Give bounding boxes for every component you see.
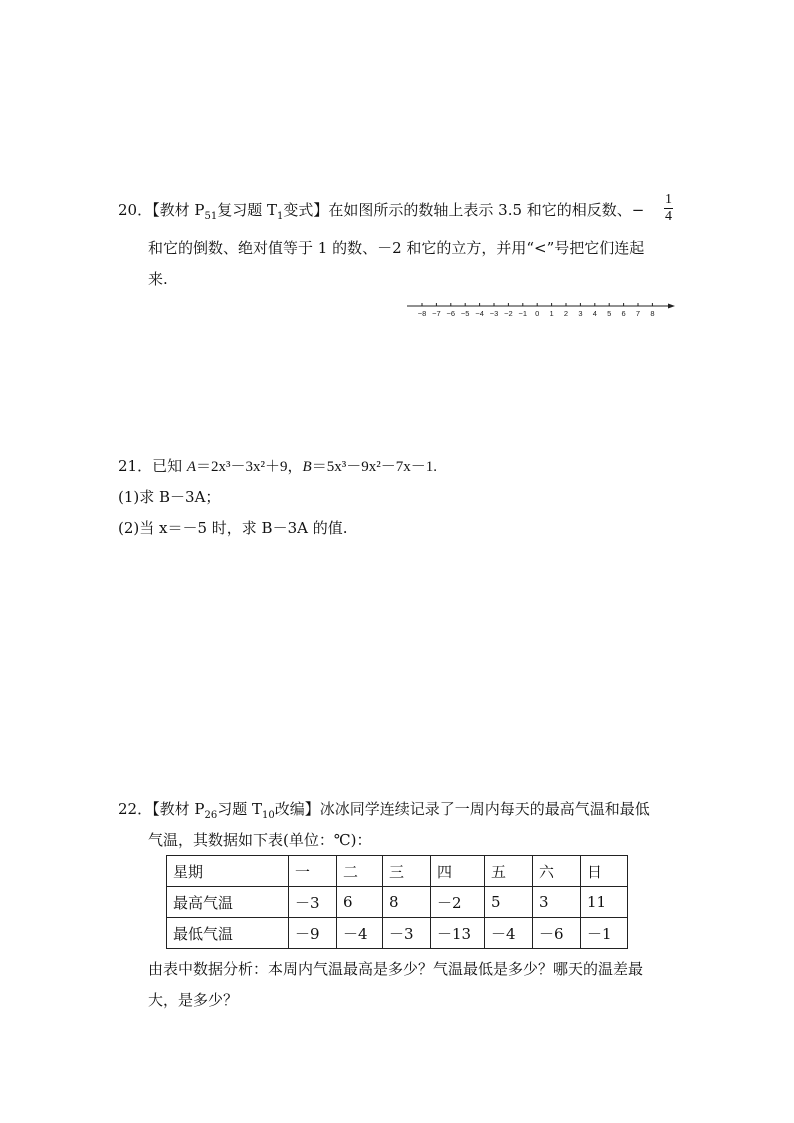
table-cell: 11 bbox=[581, 887, 628, 918]
q20-source-close: 变式】 bbox=[283, 201, 329, 219]
q22-source-close: 改编】 bbox=[274, 800, 320, 818]
q21-B: B bbox=[302, 459, 312, 475]
table-cell: 四 bbox=[431, 856, 485, 887]
q22-source-middle: 习题 T bbox=[217, 800, 262, 818]
table-cell: 最低气温 bbox=[167, 918, 289, 949]
number-line-tick-label: 2 bbox=[563, 309, 569, 318]
q21-eqA: ＝2x³－3x²＋9， bbox=[196, 459, 303, 475]
number-line-tick-label: −7 bbox=[432, 309, 441, 318]
table-cell: －2 bbox=[431, 887, 485, 918]
table-cell: －3 bbox=[383, 918, 431, 949]
q22-line3: 由表中数据分析：本周内气温最高是多少？气温最低是多少？哪天的温差最 bbox=[148, 960, 644, 978]
table-cell: 6 bbox=[337, 887, 383, 918]
number-line-tick-label: −8 bbox=[417, 309, 427, 318]
q22-line2: 气温，其数据如下表(单位：℃)： bbox=[148, 831, 372, 849]
q21-part2: (2)当 x＝－5 时，求 B－3A 的值. bbox=[118, 519, 348, 537]
table-cell: －4 bbox=[485, 918, 533, 949]
table-header-row bbox=[167, 856, 628, 887]
q22-number: 22． bbox=[118, 800, 153, 818]
table-cell: 日 bbox=[581, 856, 628, 887]
table-cell: －6 bbox=[533, 918, 581, 949]
number-line-tick-label: −1 bbox=[518, 309, 528, 318]
number-line-tick-label: 1 bbox=[549, 309, 554, 318]
table-cell: －9 bbox=[289, 918, 337, 949]
q22-source-open: 【教材 P bbox=[152, 800, 205, 818]
table-cell: 星期 bbox=[167, 856, 289, 887]
q20-line2: 和它的倒数、绝对值等于 1 的数、－2 和它的立方，并用“<”号把它们连起 bbox=[148, 239, 645, 257]
q20-line1 bbox=[118, 199, 644, 228]
table-cell: 3 bbox=[533, 887, 581, 918]
table-cell: 二 bbox=[337, 856, 383, 887]
number-line-tick-label: 3 bbox=[578, 309, 583, 318]
q21-eqB: ＝5x³－9x²－7x－1. bbox=[311, 459, 437, 475]
q20-source-open: 【教材 P bbox=[152, 201, 205, 219]
number-line-tick-label: −6 bbox=[446, 309, 456, 318]
number-line-tick-label: 5 bbox=[607, 309, 612, 318]
table-cell: －3 bbox=[289, 887, 337, 918]
q20-line3: 来. bbox=[148, 270, 168, 288]
q21-A: A bbox=[186, 459, 197, 475]
q20-number: 20． bbox=[118, 201, 153, 219]
table-cell: 五 bbox=[485, 856, 533, 887]
q22-line4: 大，是多少？ bbox=[148, 991, 239, 1009]
table-cell: 六 bbox=[533, 856, 581, 887]
q21-intro: 已知 bbox=[152, 457, 187, 475]
temperature-table bbox=[166, 855, 628, 949]
number-line-tick-label: 7 bbox=[635, 309, 641, 318]
table-cell: －13 bbox=[431, 918, 485, 949]
q22-t-sub: 10 bbox=[261, 810, 275, 821]
table-cell: 8 bbox=[383, 887, 431, 918]
number-line-tick-label: 6 bbox=[621, 309, 626, 318]
q20-frac-den: 4 bbox=[665, 209, 672, 224]
q22-text1: 冰冰同学连续记录了一周内每天的最高气温和最低 bbox=[319, 800, 650, 818]
table-cell: 三 bbox=[383, 856, 431, 887]
q20-page-sub: 51 bbox=[204, 211, 218, 222]
number-line-arrow-icon bbox=[668, 304, 675, 309]
table-cell: 5 bbox=[485, 887, 533, 918]
q20-frac-num: 1 bbox=[665, 192, 672, 207]
number-line-tick-label: −4 bbox=[475, 309, 484, 318]
q22-page-sub: 26 bbox=[204, 810, 218, 821]
q22-line1 bbox=[118, 798, 650, 827]
table-row bbox=[167, 918, 628, 949]
q21-number: 21． bbox=[118, 457, 153, 475]
q21-part1: (1)求 B－3A； bbox=[118, 488, 221, 506]
q21-line1 bbox=[118, 455, 437, 478]
q20-fraction bbox=[664, 192, 673, 225]
table-cell: 一 bbox=[289, 856, 337, 887]
q20-t-sub: 1 bbox=[276, 211, 284, 222]
number-line-tick-label: −3 bbox=[489, 309, 499, 318]
number-line-tick-label: 0 bbox=[535, 309, 540, 318]
table-cell: 最高气温 bbox=[167, 887, 289, 918]
number-line bbox=[405, 300, 685, 322]
table-row bbox=[167, 887, 628, 918]
number-line-tick-label: −5 bbox=[460, 309, 470, 318]
number-line-tick-label: 4 bbox=[592, 309, 597, 318]
table-cell: －1 bbox=[581, 918, 628, 949]
q20-source-middle: 复习题 T bbox=[217, 201, 277, 219]
number-line-tick-label: 8 bbox=[650, 309, 655, 318]
table-cell: －4 bbox=[337, 918, 383, 949]
q20-text1: 在如图所示的数轴上表示 3.5 和它的相反数、− bbox=[328, 201, 645, 219]
number-line-tick-label: −2 bbox=[504, 309, 513, 318]
